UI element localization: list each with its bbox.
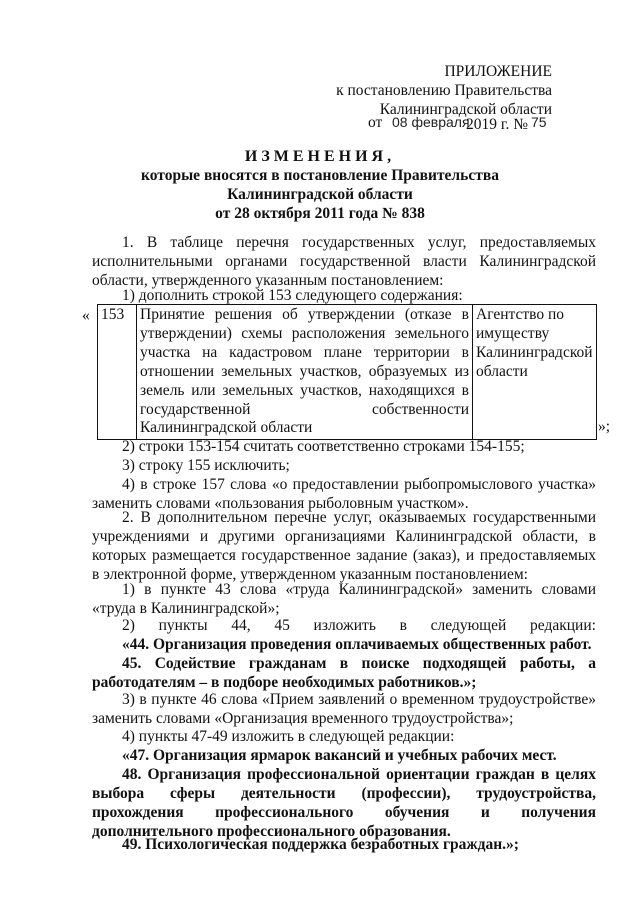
table-row (98, 305, 597, 440)
item-2-word: 45 (274, 617, 290, 634)
title-line-3: от 28 октября 2011 года № 838 (215, 205, 425, 222)
section-2-item-2 (122, 617, 596, 635)
item-2-word: следующей (430, 617, 507, 634)
section-2-paragraph: 2. В дополнительном перечне услуг, оказываемых государственными учреждениями и другими организациями Калининградской области, в которых размещается государственное задание (заказ), и предоставляемых в электронной форме, утвержденном указанным постановлением: (92, 509, 596, 583)
appendix-year: 2019 г. № (466, 116, 529, 133)
appendix-date-handwritten: 08 февраля (392, 114, 470, 130)
item-2-word: изложить (313, 617, 376, 634)
section-1-paragraph: 1. В таблице перечня государственных услуг, предоставляемых исполнительными органами государственной власти Калининградской области, утвержденного указанным постановлением: (92, 234, 596, 289)
point-49: 49. Психологическая поддержка безработных граждан.»; (122, 836, 519, 853)
item-2-word: 2) (122, 617, 135, 634)
document-title: ИЗМЕНЕНИЯ, (244, 148, 396, 165)
appendix-line-1: к постановлению Правительства (336, 82, 552, 99)
section-1-item-4: 4) в строке 157 слова «о предоставлении рыбопромыслового участка» заменить словами «пользования рыболовным участком». (92, 476, 596, 512)
appendix-heading: ПРИЛОЖЕНИЕ (444, 63, 552, 80)
table-cell-agency: Агентство по имуществу Калининградской области (473, 305, 597, 440)
item-2-word: в (399, 617, 407, 634)
section-2-item-4: 4) пункты 47-49 изложить в следующей редакции: (122, 728, 455, 745)
appendix-number-handwritten: 75 (531, 114, 547, 130)
title-line-1: которые вносятся в постановление Правительства (141, 167, 499, 184)
item-2-word: пункты (158, 617, 208, 634)
point-45: 45. Содействие гражданам в поиске подходящей работы, а работодателям – в подборе необходимых работников.»; (92, 655, 596, 691)
appendix-date-prefix: от (368, 114, 383, 131)
section-1-item-2: 2) строки 153-154 считать соответственно строками 154-155; (122, 438, 525, 455)
section-1-item-3: 3) строку 155 исключить; (122, 457, 290, 474)
table-cell-service: Принятие решения об утверждении (отказе в утверждении) схемы расположения земельного участка на кадастровом плане территории в отношении земельных участков, образуемых из земель или земельных участков, находящихся в государственной собственности Калининградской области (137, 305, 473, 440)
table-close-quote: »; (598, 418, 611, 435)
table-cell-number: 153 (98, 305, 137, 440)
item-2-word: 44, (231, 617, 251, 634)
point-47: «47. Организация ярмарок вакансий и учебных рабочих мест. (122, 747, 557, 764)
section-2-item-3: 3) в пункте 46 слова «Прием заявлений о временном трудоустройстве» заменить словами «Организация временного трудоустройства»; (92, 691, 596, 727)
point-44: «44. Организация проведения оплачиваемых общественных работ. (122, 636, 592, 653)
section-1-item-1: 1) дополнить строкой 153 следующего содержания: (122, 287, 463, 304)
appendix-line-2: Калининградской области (379, 101, 552, 118)
table-open-quote: « (82, 307, 90, 324)
item-2-word: редакции: (530, 617, 596, 634)
services-table (97, 304, 597, 440)
title-line-2: Калининградской области (227, 186, 413, 203)
point-48: 48. Организация профессиональной ориентации граждан в целях выбора сферы деятельности (профессии), трудоустройства, прохождения профессионального обучения и получения дополнительного профессионального образования. (92, 766, 596, 840)
section-2-item-1: 1) в пункте 43 слова «труда Калининградской» заменить словами «труда в Калининградской»; (92, 581, 596, 617)
